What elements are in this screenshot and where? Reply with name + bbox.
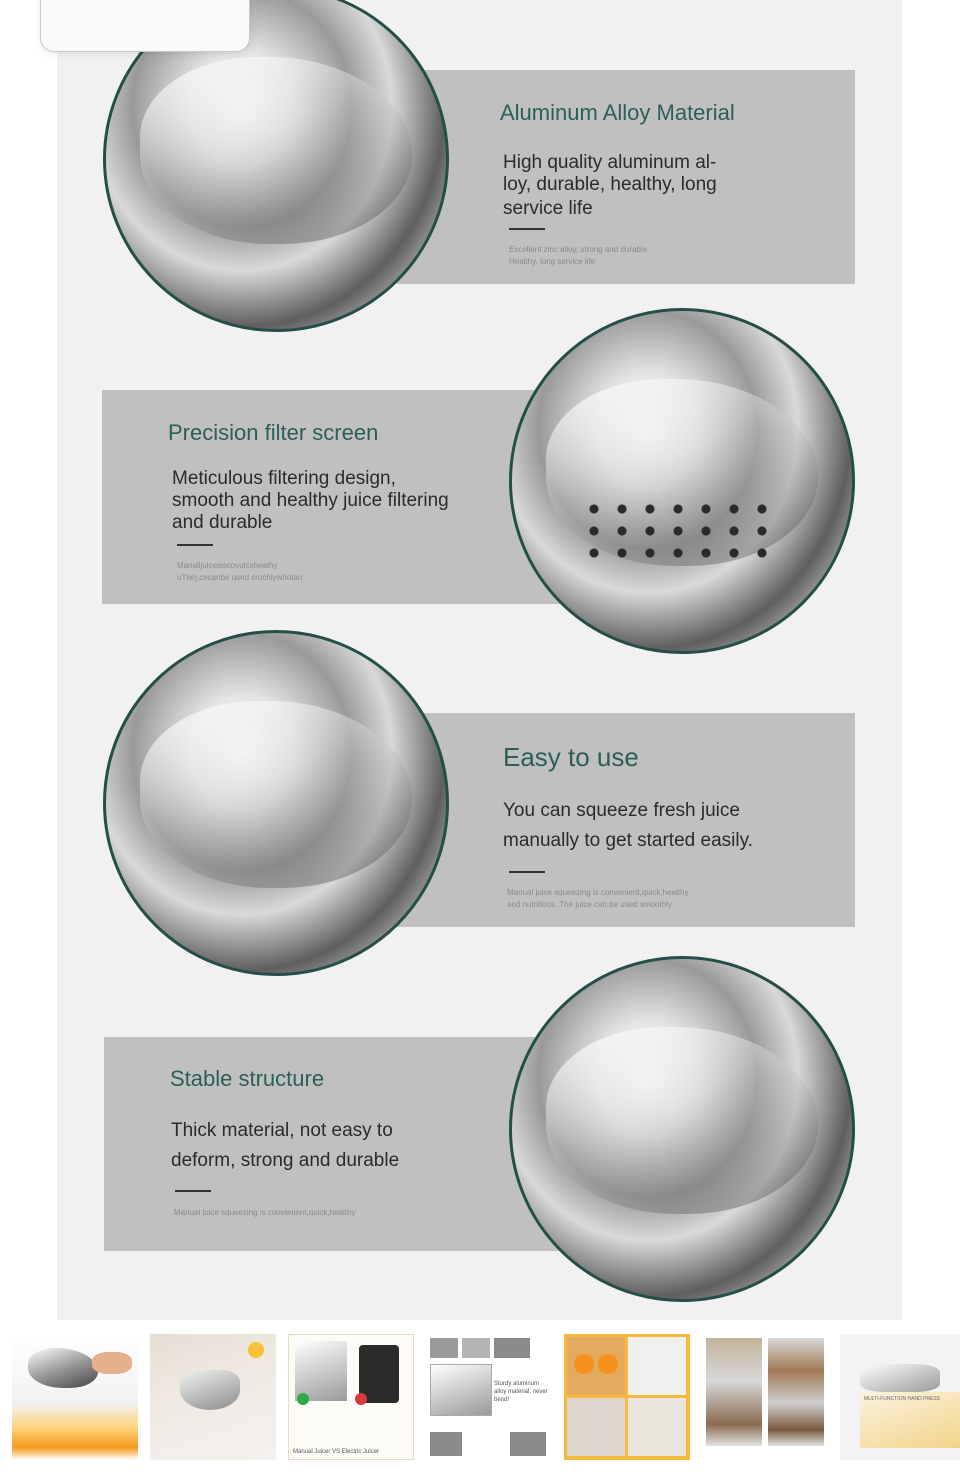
top-info-card (40, 0, 250, 52)
feature-title: Stable structure (170, 1066, 325, 1091)
juicer-body-closeup-image (509, 956, 855, 1302)
thumbnail-juicer-with-box[interactable] (840, 1334, 960, 1460)
thumbnail-caption: Manual Juicer VS Electric Juicer (293, 1449, 380, 1455)
feature-desc-line: deform, strong and durable (171, 1150, 400, 1171)
thumbnail-manual-vs-electric[interactable] (288, 1334, 414, 1460)
feature-note: Excellent zinc alloy, strong and durable (509, 245, 648, 254)
thumbnail-usage-steps[interactable] (564, 1334, 690, 1460)
thumbnail-parts-detail[interactable] (426, 1334, 552, 1460)
thumbnail-caption: MULTI-FUNCTION HAND PRESS (864, 1396, 941, 1402)
feature-desc-line: manually to get started easily. (503, 830, 753, 851)
feature-desc-line: Thick material, not easy to (171, 1120, 393, 1141)
divider (509, 871, 545, 873)
feature-note: Manalljuicesiscovulcxheathy (177, 561, 278, 570)
feature-title: Aluminum Alloy Material (500, 100, 735, 125)
feature-desc-line: High quality aluminum al- (503, 152, 717, 173)
thumbnail-caption: Sturdy aluminum alloy material, never bend! (494, 1381, 548, 1403)
feature-note: Healthy, long service life (509, 257, 596, 266)
filter-screen-closeup-image (509, 308, 855, 654)
feature-title: Precision filter screen (168, 420, 379, 445)
feature-note: Manual juice squeezing is convenient,quick,healthy (174, 1208, 356, 1217)
divider (509, 228, 545, 230)
thumbnail-strip[interactable] (0, 1334, 960, 1464)
juicer-bowl-closeup-image (103, 630, 449, 976)
feature-note: Manual juice squeezing is convenient,quick,healthy (507, 888, 689, 897)
feature-desc-line: service life (503, 198, 593, 219)
thumbnail-juicer-hand[interactable] (12, 1334, 138, 1460)
thumbnail-walnut-press[interactable] (702, 1334, 828, 1460)
thumbnail-juicer-dimensions[interactable] (150, 1334, 276, 1460)
feature-desc-line: You can squeeze fresh juice (503, 800, 740, 821)
divider (177, 544, 213, 546)
feature-desc-line: Meticulous filtering design, (172, 468, 396, 489)
feature-title: Easy to use (503, 742, 639, 772)
feature-desc-line: loy, durable, healthy, long (503, 174, 717, 195)
divider (175, 1190, 211, 1192)
product-feature-image (57, 0, 902, 1320)
feature-desc-line: and durable (172, 512, 273, 533)
feature-desc-line: smooth and healthy juice filtering (172, 490, 449, 511)
feature-note: and nutritious. The juice can be used smoothly (507, 900, 672, 909)
feature-note: uThej,cecanbe used srochlywhotan (177, 573, 303, 582)
